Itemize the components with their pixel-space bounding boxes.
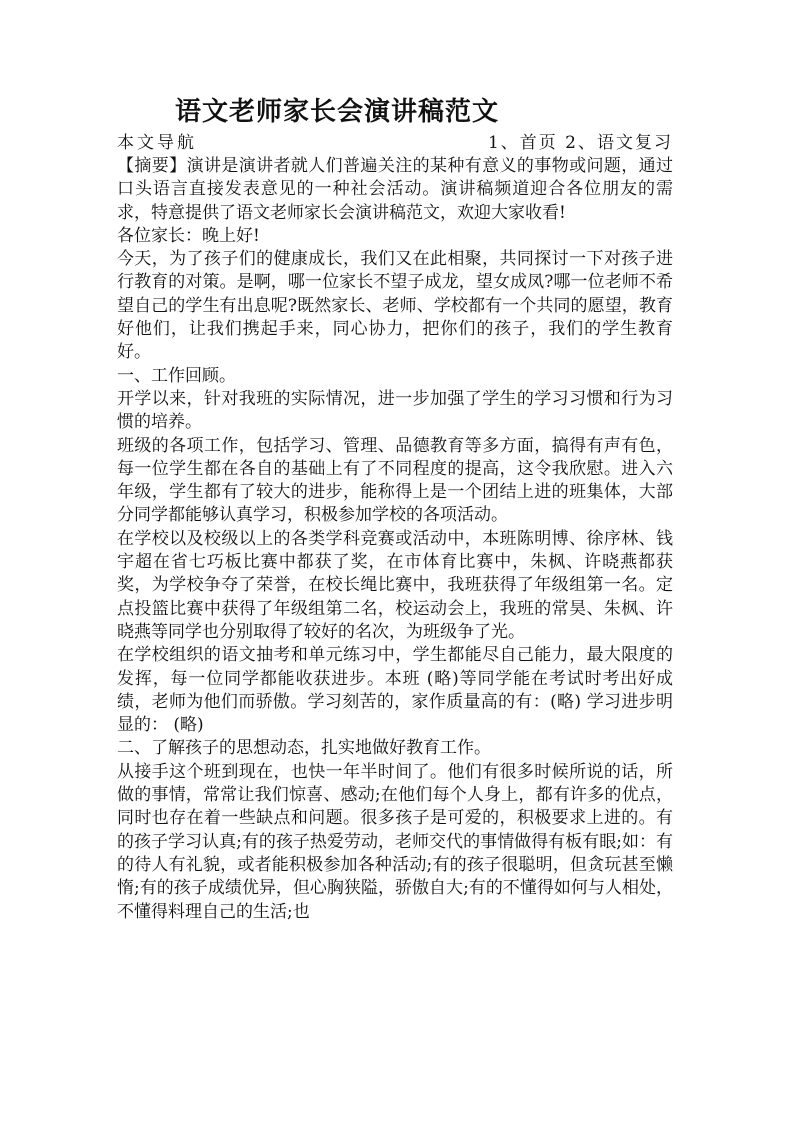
section-heading: 二、了解孩子的思想动态，扎实地做好教育工作。	[117, 738, 491, 759]
body-paragraph: 在学校组织的语文抽考和单元练习中，学生都能尽自己能力，最大限度的发挥，每一位同学都能收获进步。本班 (略)等同学能在考试时考出好成绩，老师为他们而骄傲。学习刻苦的，家作质量高的有：(略) 学习进步明显的： (略)	[117, 645, 673, 736]
greeting-paragraph: 各位家长：晚上好!	[117, 225, 260, 246]
nav-label: 本文导航	[117, 133, 197, 153]
nav-link-home[interactable]: 1、首页	[487, 133, 558, 153]
document-page	[117, 92, 673, 924]
nav-links	[488, 132, 673, 155]
body-paragraph: 开学以来，针对我班的实际情况，进一步加强了学生的学习习惯和行为习惯的培养。	[117, 388, 673, 433]
summary-paragraph	[117, 155, 673, 225]
body-paragraph: 今天，为了孩子们的健康成长，我们又在此相聚，共同探讨一下对孩子进行教育的对策。是啊，哪一位家长不望子成龙，望女成凤?哪一位老师不希望自己的学生有出息呢?既然家长、老师、学校都有一个共同的愿望，教育好他们，让我们携起手来，同心协力，把你们的孩子，我们的学生教育好。	[117, 249, 673, 363]
body-paragraph: 班级的各项工作，包括学习、管理、品德教育等多方面，搞得有声有色，每一位学生都在各自的基础上有了不同程度的提高，这令我欣慰。进入六年级，学生都有了较大的进步，能称得上是一个团结上进的班集体，大部分同学都能够认真学习，积极参加学校的各项活动。	[117, 435, 673, 526]
body-paragraph: 从接手这个班到现在，也快一年半时间了。他们有很多时候所说的话，所做的事情，常常让我们惊喜、感动;在他们每个人身上，都有许多的优点，同时也存在着一些缺点和问题。很多孩子是可爱的，积极要求上进的。有的孩子学习认真;有的孩子热爱劳动，老师交代的事情做得有板有眼;如：有的待人有礼貌，或者能积极参加各种活动;有的孩子很聪明，但贪玩甚至懒惰;有的孩子成绩优异，但心胸狭隘，骄傲自大;有的不懂得如何与人相处，不懂得料理自己的生活;也	[117, 761, 673, 922]
body-paragraph: 在学校以及校级以上的各类学科竞赛或活动中，本班陈明博、徐序林、钱宇超在省七巧板比赛中都获了奖，在市体育比赛中，朱枫、许晓燕都获奖，为学校争夺了荣誉，在校长绳比赛中，我班获得了年级组第一名。定点投篮比赛中获得了年级组第二名，校运动会上，我班的常昊、朱枫、许晓燕等同学也分别取得了较好的名次，为班级争了光。	[117, 528, 673, 642]
section-heading: 一、工作回顾。	[117, 365, 236, 386]
summary-text: 演讲是演讲者就人们普遍关注的某种有意义的事物或问题，通过口头语言直接发表意见的一种社会活动。演讲稿频道迎合各位朋友的需求，特意提供了语文老师家长会演讲稿范文，欢迎大家收看!	[117, 156, 674, 223]
summary-tag: 【摘要】	[117, 156, 187, 176]
article-navigation	[117, 132, 673, 155]
nav-link-review[interactable]: 2、语文复习	[565, 133, 673, 153]
page-title: 语文老师家长会演讲稿范文	[175, 97, 500, 127]
